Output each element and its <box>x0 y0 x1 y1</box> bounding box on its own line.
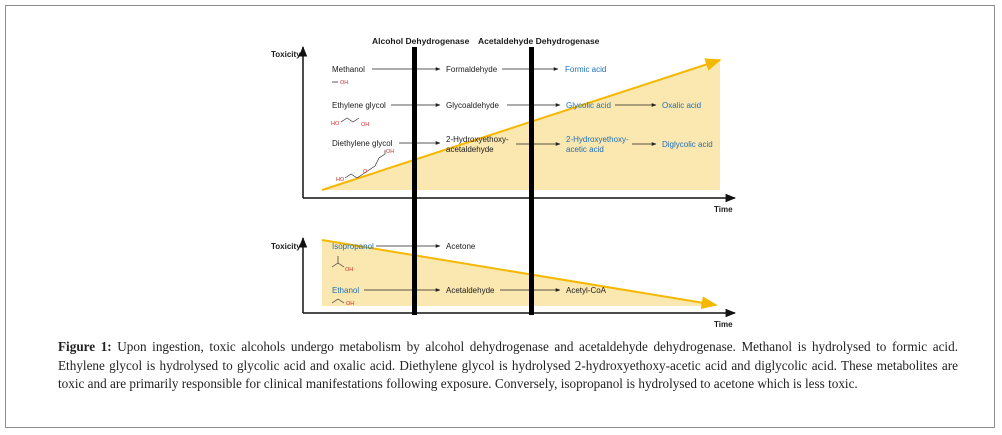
caption-text: Upon ingestion, toxic alcohols undergo metabolism by alcohol dehydrogenase and acetaldehyde dehydrogenase. Methanol is hydrolysed to formic acid. Ethylene glycol is hydrolysed to glycolic acid and oxalic acid. Diethylene glycol is hydrolysed 2-hydroxyethoxy-acetic acid and diglycolic acid. These metabolites are toxic and are primarily responsible for clinical manifestations following exposure. Conversely, isopropanol is hydrolysed to acetone which is less toxic. <box>58 339 958 392</box>
ethylene-glycol-structure <box>331 118 369 128</box>
aldh-bar <box>529 47 534 315</box>
adh-label: Alcohol Dehydrogenase <box>372 36 470 46</box>
svg-text:OH: OH <box>345 267 354 273</box>
top-x-axis-label: Time <box>714 205 733 214</box>
ethanol-label: Ethanol <box>332 286 360 295</box>
caption-label: Figure 1: <box>58 339 112 354</box>
glycolic-acid-label: Glycolic acid <box>566 101 611 110</box>
hydroxyethoxy-acetic-acid-line1: 2-Hydroxyethoxy- <box>566 135 629 144</box>
formaldehyde-label: Formaldehyde <box>446 65 498 74</box>
hydroxyethoxy-acetic-acid-line2: acetic acid <box>566 145 604 154</box>
diglycolic-acid-label: Diglycolic acid <box>662 140 713 149</box>
svg-text:OH: OH <box>346 301 355 307</box>
svg-text:OH: OH <box>386 149 395 155</box>
aldh-label: Acetaldehyde Dehydrogenase <box>478 36 600 46</box>
oxalic-acid-label: Oxalic acid <box>662 101 702 110</box>
top-y-axis-label: Toxicity <box>271 50 301 59</box>
formic-acid-label: Formic acid <box>565 65 607 74</box>
methanol-label: Methanol <box>332 65 365 74</box>
svg-text:HO: HO <box>331 121 340 127</box>
adh-bar <box>412 47 417 315</box>
methanol-oh: OH <box>340 80 349 86</box>
acetone-label: Acetone <box>446 242 476 251</box>
acetyl-coa-label: Acetyl-CoA <box>566 286 607 295</box>
hydroxyethoxy-acetaldehyde-line2: acetaldehyde <box>446 145 494 154</box>
diethylene-glycol-label: Diethylene glycol <box>332 139 393 148</box>
hydroxyethoxy-acetaldehyde-line1: 2-Hydroxyethoxy- <box>446 135 509 144</box>
svg-text:OH: OH <box>361 122 370 128</box>
isopropanol-label: Isopropanol <box>332 242 374 251</box>
ethylene-glycol-label: Ethylene glycol <box>332 101 386 110</box>
figure-caption <box>58 338 958 394</box>
svg-text:O: O <box>363 169 368 175</box>
glycoaldehyde-label: Glycoaldehyde <box>446 101 499 110</box>
svg-text:HO: HO <box>336 177 345 183</box>
bottom-y-axis-label: Toxicity <box>271 242 301 251</box>
acetaldehyde-label: Acetaldehyde <box>446 286 495 295</box>
bottom-x-axis-label: Time <box>714 320 733 329</box>
